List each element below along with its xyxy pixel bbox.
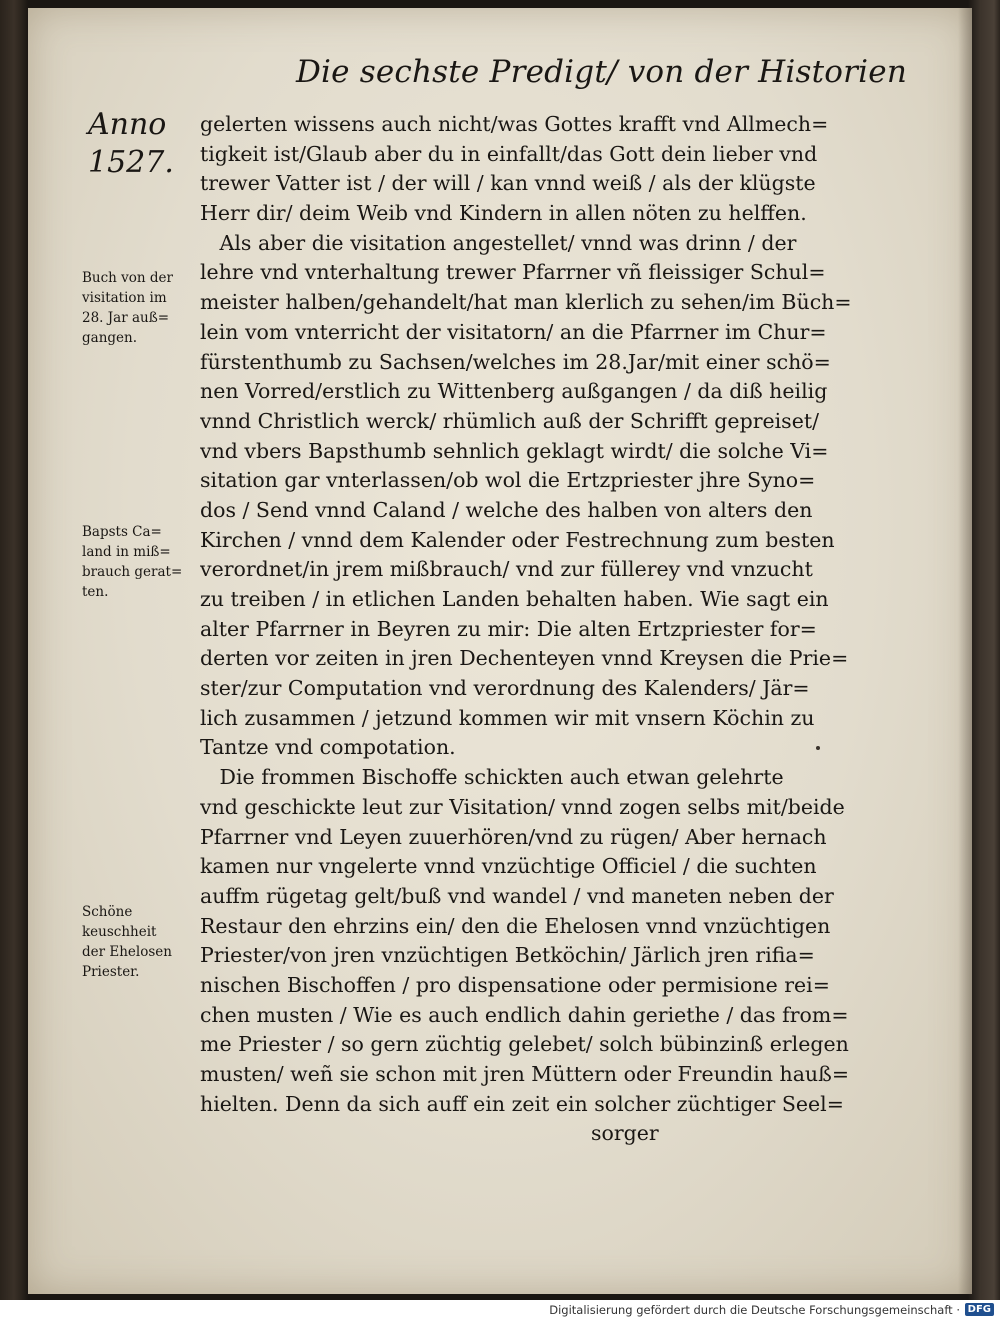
text-line: lein vom vnterricht der visitatorn/ an die Pfarrner im Chur= xyxy=(200,319,827,344)
margin-note-line: der Ehelosen xyxy=(82,944,172,960)
text-line: meister halben/gehandelt/hat man klerlich zu sehen/im Büch= xyxy=(200,290,852,315)
text-line: Die frommen Bischoffe schickten auch etwan gelehrte xyxy=(200,765,784,790)
text-line: Restaur den ehrzins ein/ den die Ehelosen vnnd vnzüchtigen xyxy=(200,913,831,938)
footer-credit: Digitalisierung gefördert durch die Deutsche Forschungsgemeinschaft · xyxy=(549,1303,960,1317)
text-line: nischen Bischoffen / pro dispensatione oder permisione rei= xyxy=(200,972,830,997)
text-line: lehre vnd vnterhaltung trewer Pfarrner vñ fleissiger Schul= xyxy=(200,260,826,285)
text-line: Priester/von jren vnzüchtigen Betköchin/ Järlich jren rifia= xyxy=(200,943,815,968)
body-text xyxy=(200,110,935,1149)
text-line: dos / Send vnnd Caland / welche des halben von alters den xyxy=(200,497,813,522)
year-annotation xyxy=(88,106,208,182)
page-fold-shadow xyxy=(958,8,972,1294)
margin-note-line: visitation im xyxy=(82,290,167,306)
text-line: sitation gar vnterlassen/ob wol die Ertzpriester jhre Syno= xyxy=(200,468,816,493)
text-line: nen Vorred/erstlich zu Wittenberg außgangen / da diß heilig xyxy=(200,379,828,404)
text-line: vnd geschickte leut zur Visitation/ vnnd zogen selbs mit/beide xyxy=(200,794,845,819)
text-line: gelerten wissens auch nicht/was Gottes krafft vnd Allmech= xyxy=(200,112,829,136)
text-line: Pfarrner vnd Leyen zuuerhören/vnd zu rügen/ Aber hernach xyxy=(200,824,827,849)
text-line: tigkeit ist/Glaub aber du in einfallt/das Gott dein lieber vnd xyxy=(200,141,818,166)
text-line: musten/ weñ sie schon mit jren Müttern oder Freundin hauß= xyxy=(200,1062,849,1086)
footer-bar xyxy=(0,1300,1000,1321)
margin-note-line: land in miß= xyxy=(82,544,171,560)
text-line: vnnd Christlich werck/ rhümlich auß der Schrifft gepreiset/ xyxy=(200,408,819,433)
text-line: ster/zur Computation vnd verordnung des Kalenders/ Jär= xyxy=(200,676,810,701)
text-line: me Priester / so gern züchtig gelebet/ solch bübinzinß erlegen xyxy=(200,1032,849,1057)
text-line: alter Pfarrner in Beyren zu mir: Die alten Ertzpriester for= xyxy=(200,616,817,641)
text-line: verordnet/in jrem mißbrauch/ vnd zur füllerey vnd vnzucht xyxy=(200,557,813,582)
text-line: derten vor zeiten in jren Dechenteyen vnnd Kreysen die Prie= xyxy=(200,646,849,671)
text-line: trewer Vatter ist / der will / kan vnnd weiß / als der klügste xyxy=(200,171,816,196)
text-line: vnd vbers Bapsthumb sehnlich geklagt wirdt/ die solche Vi= xyxy=(200,438,829,463)
text-line: zu treiben / in etlichen Landen behalten haben. Wie sagt ein xyxy=(200,587,829,611)
text-line: Kirchen / vnnd dem Kalender oder Festrechnung zum besten xyxy=(200,527,835,552)
text-line: Tantze vnd compotation. xyxy=(200,735,456,760)
running-head: Die sechste Predigt/ von der Historien xyxy=(296,54,907,90)
text-line: fürstenthumb zu Sachsen/welches im 28.Jar/mit einer schö= xyxy=(200,349,831,374)
text-line: lich zusammen / jetzund kommen wir mit vnsern Köchin zu xyxy=(200,705,815,730)
margin-note-line: Bapsts Ca= xyxy=(82,524,162,540)
margin-note-line: gangen. xyxy=(82,330,138,346)
margin-note-line: ten. xyxy=(82,584,109,600)
text-line: Als aber die visitation angestellet/ vnnd was drinn / der xyxy=(200,230,797,255)
margin-note-line: Schöne xyxy=(82,904,133,920)
margin-note-line: Buch von der xyxy=(82,270,173,286)
margin-note-line: Priester. xyxy=(82,964,140,980)
year-annotation-year: 1527. xyxy=(88,145,174,180)
text-line: chen musten / Wie es auch endlich dahin geriethe / das from= xyxy=(200,1002,849,1027)
text-line: sorger xyxy=(200,1121,659,1146)
text-line: kamen nur vngelerte vnnd vnzüchtige Officiel / die suchten xyxy=(200,854,817,879)
margin-note-line: keuschheit xyxy=(82,924,157,940)
dfg-logo: DFG xyxy=(965,1303,994,1316)
text-line: Herr dir/ deim Weib vnd Kindern in allen nöten zu helffen. xyxy=(200,201,807,226)
text-line: hielten. Denn da sich auff ein zeit ein solcher züchtiger Seel= xyxy=(200,1091,844,1116)
text-line: auffm rügetag gelt/buß vnd wandel / vnd maneten neben der xyxy=(200,883,834,908)
margin-note-line: 28. Jar auß= xyxy=(82,310,170,326)
margin-note-line: brauch gerat= xyxy=(82,564,183,580)
year-annotation-label: Anno xyxy=(88,107,167,142)
